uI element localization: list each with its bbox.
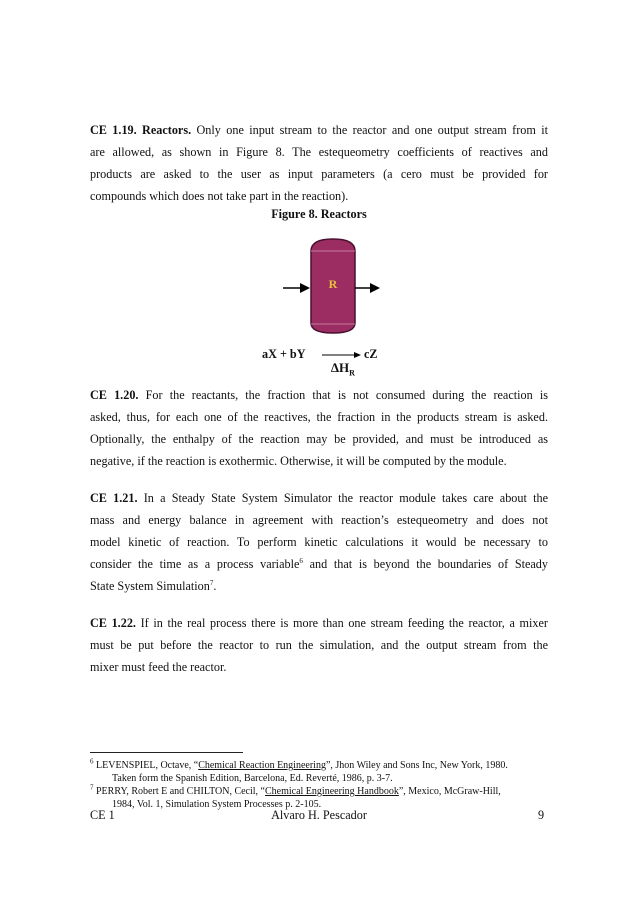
ce121-label: CE 1.21. — [90, 491, 138, 505]
ce119-line-3: products are asked to the user as input parameters (a cero must be provided for — [90, 167, 548, 181]
reactor-diagram — [283, 237, 383, 337]
ce121-line-4: consider the time as a process variable$^6$ and that is beyond the boundaries of Steady — [90, 556, 548, 571]
equation-arrow — [322, 350, 362, 360]
equation-reactants: aX + bY — [262, 347, 306, 361]
paragraph-ce-1-22 — [90, 612, 548, 678]
footnote-7: $^7$ PERRY, Robert E and CHILTON, Cecil, “Chemical Engineering Handbook”, Mexico, McGraw-Hill, 1984, Vol. 1, Simulation System Processes p. 2-105. — [90, 783, 501, 810]
footnote-6: $^6$ LEVENSPIEL, Octave, “Chemical Reaction Engineering”, Jhon Wiley and Sons Inc, New York, 1980. Taken form the Spanish Edition, Barcelona, Ed. Reverté, 1986, p. 3-7. — [90, 757, 508, 784]
ce119-line-2: are allowed, as shown in Figure 8. The estequeometry coefficients of reactives and — [90, 145, 548, 159]
ce122-line-2: must be put before the reactor to run the simulation, and the output stream from the — [90, 638, 548, 652]
reactor-label: R — [328, 277, 338, 291]
ce121-line-3: model kinetic of reaction. To perform kinetic calculations it would be necessary to — [90, 535, 548, 549]
ce120-line-3: Optionally, the enthalpy of the reaction may be provided, and must be introduced as — [90, 432, 548, 446]
ce119-line-1: CE 1.19. Reactors. Only one input stream to the reactor and one output stream from it — [90, 123, 548, 137]
ce120-label: CE 1.20. — [90, 388, 139, 402]
paragraph-ce-1-19 — [90, 119, 548, 207]
page-number: 9 — [538, 808, 545, 822]
outlet-arrow-head — [370, 283, 380, 293]
paragraph-ce-1-21 — [90, 487, 548, 597]
ce121-line-5: State System Simulation$^7$. — [90, 578, 217, 593]
ce122-line-3: mixer must feed the reactor. — [90, 660, 227, 674]
ce120-line-4: negative, if the reaction is exothermic. Otherwise, it will be computed by the module. — [90, 454, 507, 468]
footer-chapter: CE 1 — [90, 808, 115, 822]
ce119-label: CE 1.19. Reactors. — [90, 123, 192, 137]
ce122-line-1: CE 1.22. If in the real process there is more than one stream feeding the reactor, a mixer — [90, 616, 548, 630]
ce120-line-1: CE 1.20. For the reactants, the fraction that is not consumed during the reaction is — [90, 388, 548, 402]
figure-title: Figure 8. Reactors — [271, 207, 367, 221]
ce119-line-4: compounds which does not take part in the reaction). — [90, 189, 349, 203]
ce120-line-2: asked, thus, for each one of the reactives, the fraction in the products stream is asked. — [90, 410, 548, 424]
equation-products: cZ — [364, 347, 378, 361]
footnote-7-title: Chemical Engineering Handbook — [264, 786, 399, 797]
footnote-6-title: Chemical Reaction Engineering — [198, 760, 326, 771]
paragraph-ce-1-20 — [90, 384, 548, 472]
footnote-divider — [90, 752, 243, 753]
enthalpy-label: $\Delta H_R$ — [331, 360, 355, 378]
ce121-line-2: mass and energy balance in agreement with reaction’s estequeometry and does not — [90, 513, 548, 527]
footer-author: Alvaro H. Pescador — [271, 808, 367, 822]
footnote-ref-6[interactable]: 6 — [299, 556, 303, 565]
inlet-arrow-head — [300, 283, 310, 293]
ce121-line-1: CE 1.21. In a Steady State System Simulator the reactor module takes care about the — [90, 491, 548, 505]
ce122-label: CE 1.22. — [90, 616, 136, 630]
footnote-ref-7[interactable]: 7 — [209, 578, 214, 587]
